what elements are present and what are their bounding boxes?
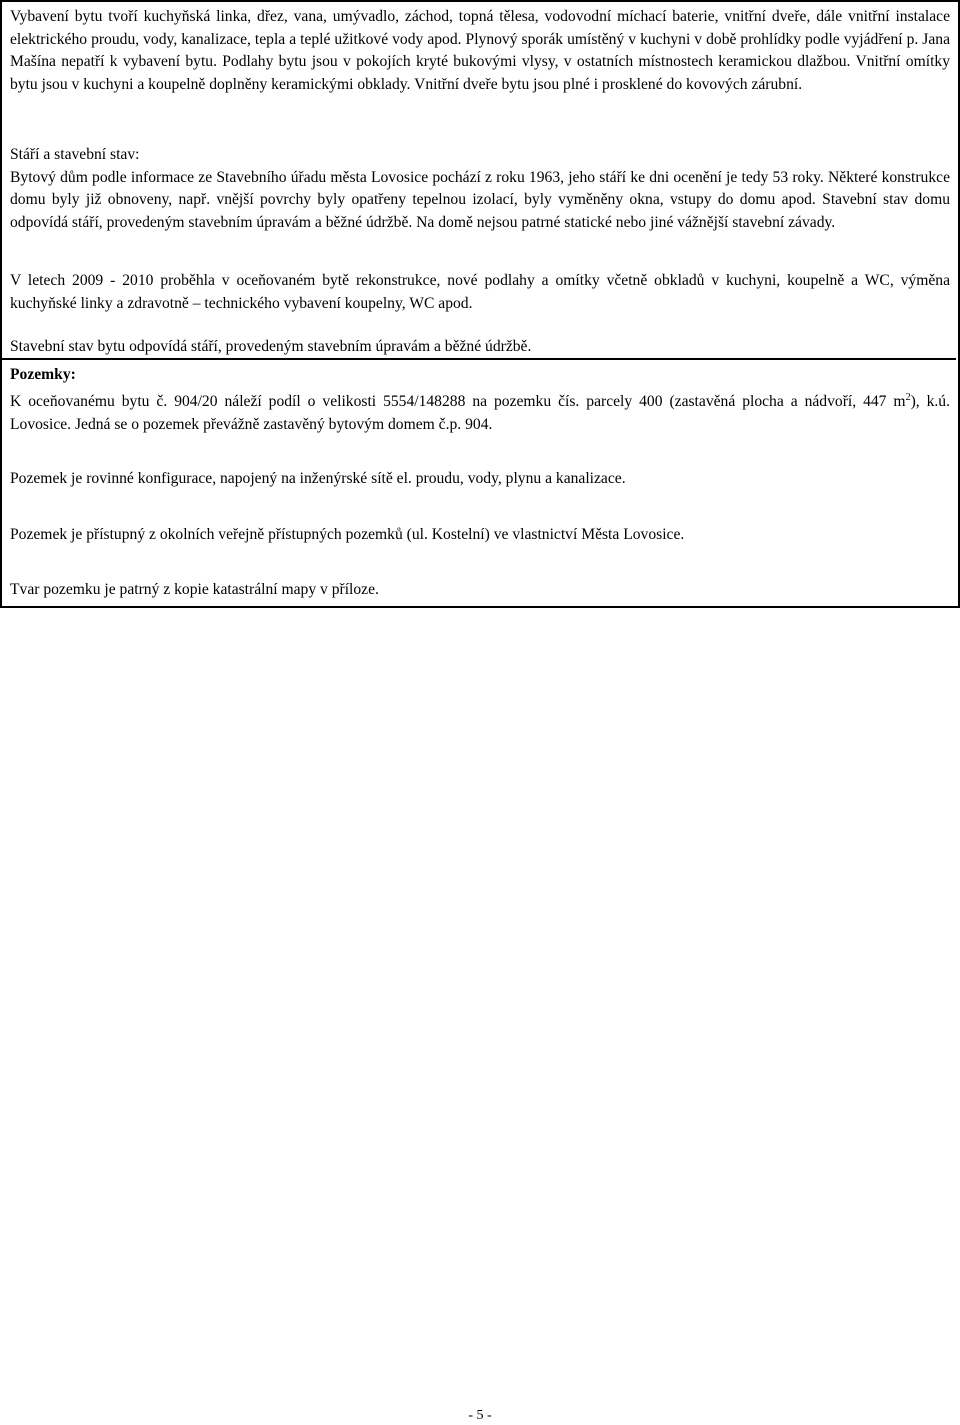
paragraph-stav-bytu: Stavební stav bytu odpovídá stáří, provedeným stavebním úpravám a běžné údržbě. xyxy=(10,338,532,355)
paragraph-tvar: Tvar pozemku je patrný z kopie katastrální mapy v příloze. xyxy=(10,581,379,598)
stari-label: Stáří a stavební stav: xyxy=(10,146,140,163)
section-divider xyxy=(0,358,956,360)
paragraph-pristup: Pozemek je přístupný z okolních veřejně přístupných pozemků (ul. Kostelní) ve vlastnictví Města Lovosice. xyxy=(10,526,685,543)
paragraph-konfigurace: Pozemek je rovinné konfigurace, napojený na inženýrské sítě el. proudu, vody, plynu a kanalizace. xyxy=(10,470,626,487)
page-number: - 5 - xyxy=(468,1408,492,1423)
pozemek-text-part1: K oceňovanému bytu č. 904/20 náleží podíl o velikosti 5554/148288 na pozemku čís. parcely 400 (zastavěná plocha a nádvoří, 447 m xyxy=(10,393,906,410)
heading-pozemky: Pozemky: xyxy=(10,366,76,383)
pozemek-text-part2: ), k.ú. Lovosice. Jedná se o pozemek převážně zastavěný bytovým domem č.p. 904. xyxy=(10,393,950,433)
paragraph-vybaveni: Vybavení bytu tvoří kuchyňská linka, dřez, vana, umývadlo, záchod, topná tělesa, vodovodní míchací baterie, vnitřní dveře, dále vnitřní instalace elektrického proudu, vody, kanalizace, tepla a teplé užitkové vody apod. Plynový sporák umístěný v kuchyni v době prohlídky podle vyjádření p. Jana Mašína nepatří k vybavení bytu. Podlahy bytu jsou v pokojích kryté bukovými vlysy, v ostatních místnostech keramickou dlažbou. Vnitřní omítky bytu jsou v kuchyni a koupelně doplněny keramickými obklady. Vnitřní dveře bytu jsou plné i prosklené do kovových zárubní. xyxy=(10,8,950,94)
paragraph-rekonstrukce: V letech 2009 - 2010 proběhla v oceňovaném bytě rekonstrukce, nové podlahy a omítky včetně obkladů v kuchyni, koupelně a WC, výměna kuchyňské linky a zdravotně – technického vybavení koupelny, WC apod. xyxy=(10,272,950,312)
stari-text: Bytový dům podle informace ze Stavebního úřadu města Lovosice pochází z roku 1963, jeho stáří ke dni ocenění je tedy 53 roky. Některé konstrukce domu byly již obnoveny, např. vnější povrchy byly opatřeny tepelnou izolací, byly vyměněny okna, vstupy do domu apod. Stavební stav domu odpovídá stáří, provedeným stavebním úpravám a běžné údržbě. Na domě nejsou patrné statické nebo jiné vážnější stavební závady. xyxy=(10,168,950,232)
paragraph-stari xyxy=(10,144,950,235)
pozemek-superscript: 2 xyxy=(905,391,911,403)
paragraph-pozemek xyxy=(10,391,950,436)
